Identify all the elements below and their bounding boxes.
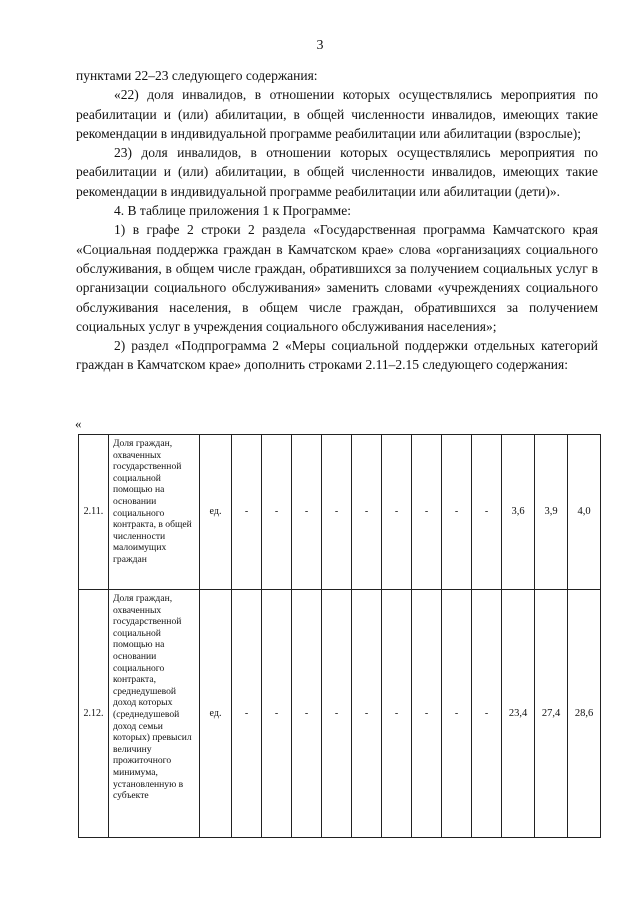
row-number: 2.12. [79,590,109,838]
paragraph-subitem-1: 1) в графе 2 строки 2 раздела «Государственная программа Камчатского края «Социальная поддержка граждан в Камчатском крае» слова «организациях социального обслуживания, в общем числе граждан, обратившихся за получением социальных услуг в организации социального обслуживания» заменить словами «учреждениях социального обслуживания населения, в общем числе граждан, обратившихся за получением социальных услуг в учреждения социального обслуживания населения»; [76,222,598,334]
value-cell: 3,6 [502,435,535,590]
table-row [79,590,601,838]
value-cell: - [382,435,412,590]
value-cell: 3,9 [535,435,568,590]
paragraph-item-23: 23) доля инвалидов, в отношении которых осуществлялись мероприятия по реабилитации и (или) абилитации, в общей численности инвалидов, имеющих такие рекомендации в индивидуальной программе реабилитации или абилитации (дети)». [76,145,598,199]
value-cell: - [322,590,352,838]
value-cell: - [262,435,292,590]
row-number: 2.11. [79,435,109,590]
body-text [76,66,598,375]
value-cell: - [292,435,322,590]
paragraph-item-22: «22) доля инвалидов, в отношении которых осуществлялись мероприятия по реабилитации и (или) абилитации, в общей численности инвалидов, имеющих такие рекомендации в индивидуальной программе реабилитации или абилитации (взрослые); [76,87,598,141]
value-cell: 4,0 [568,435,601,590]
value-cell: - [442,435,472,590]
value-cell: - [232,590,262,838]
value-cell: - [442,590,472,838]
value-cell: 23,4 [502,590,535,838]
paragraph-section-4: 4. В таблице приложения 1 к Программе: [114,203,351,219]
value-cell: - [412,590,442,838]
page-number: 3 [316,38,324,53]
value-cell: - [412,435,442,590]
indicator-table [78,434,601,838]
paragraph-subitem-2: 2) раздел «Подпрограмма 2 «Меры социальной поддержки отдельных категорий граждан в Камчатском крае» дополнить строками 2.11–2.15 следующего содержания: [76,338,598,373]
value-cell: - [382,590,412,838]
value-cell: - [352,590,382,838]
opening-quote-mark: « [75,416,82,431]
paragraph-intro: пунктами 22–23 следующего содержания: [76,68,318,83]
value-cell: - [472,590,502,838]
indicator-name: Доля граждан, охваченных государственной социальной помощью на основании социального контракта, в общей численности малоимущих граждан [109,435,200,590]
value-cell: - [262,590,292,838]
value-cell: - [472,435,502,590]
unit-cell: ед. [200,590,232,838]
value-cell: - [292,590,322,838]
value-cell: 27,4 [535,590,568,838]
value-cell: - [352,435,382,590]
indicator-name: Доля граждан, охваченных государственной социальной помощью на основании социального контракта, среднедушевой доход которых (среднедушевой доход семьи которых) превысил величину прожиточного минимума, установленную в субъекте [109,590,200,838]
value-cell: - [232,435,262,590]
unit-cell: ед. [200,435,232,590]
table-row [79,435,601,590]
value-cell: 28,6 [568,590,601,838]
value-cell: - [322,435,352,590]
